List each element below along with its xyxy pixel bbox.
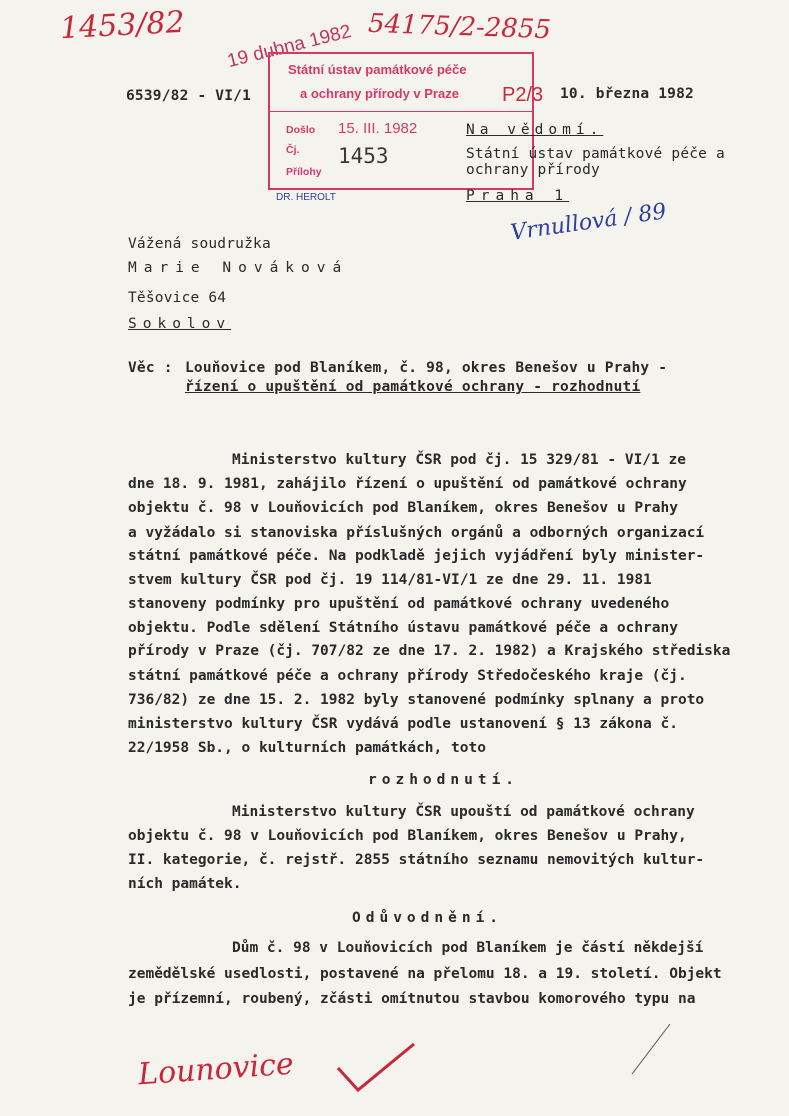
stamp-cj-value: 1453 [338,144,389,168]
signature-name: DR. HEROLT [276,192,336,203]
stamp-received-label: Došlo [286,124,316,136]
notice-city: Praha 1 [466,188,570,204]
addressee-street: Těšovice 64 [128,290,227,306]
text-line: Ministerstvo kultury ČSR upouští od památkové ochrany [232,804,695,820]
text-line: Dům č. 98 v Louňovicích pod Blaníkem je částí někdejší [232,940,704,956]
subject-line-1: Louňovice pod Blaníkem, č. 98, okres Benešov u Prahy - [185,360,668,376]
text-line: stvem kultury ČSR pod čj. 19 114/81-VI/1 ze dne 29. 11. 1981 [128,572,652,588]
text-line: 736/82) ze dne 15. 2. 1982 byly stanovené podmínky splnany a proto [128,692,705,708]
reasoning-heading: Odůvodnění. [352,910,504,926]
salutation: Vážená soudružka [128,236,271,252]
stamp-cj-label: Čj. [286,144,300,156]
text-line: a vyžádalo si stanoviska příslušných orgánů a odborných organizací [128,525,705,541]
stamp-attachments-label: Přílohy [286,166,322,178]
text-line: státní památkové péče a ochrany přírody Středočeského kraje (čj. [128,668,687,684]
text-line: objektu. Podle sdělení Státního ústavu památkové péče a ochrany [128,620,678,636]
subject-line-2: řízení o upuštění od památkové ochrany - rozhodnutí [185,379,641,395]
text-line: ních památek. [128,876,242,892]
handwritten-ref-mark: P2/3 [502,84,544,106]
received-date-stamp: 19 dubna 1982 [225,20,354,73]
text-line: ministerstvo kultury ČSR vydává podle ustanovení § 13 zákona č. [128,716,678,732]
addressee-city: Sokolov [128,316,232,332]
text-line: přírody v Praze (čj. 707/82 ze dne 17. 2. 1982) a Krajského střediska [128,643,731,659]
checkmark-icon [330,1040,420,1100]
notice-line-1: Státní ústav památkové péče a [466,146,725,162]
text-line: je přízemní, roubený, zčásti omítnutou stavbou komorového typu na [128,991,696,1007]
addressee-name: Marie Nováková [128,260,349,276]
text-line: stanoveny podmínky pro upuštění od památkové ochrany uvedeného [128,596,670,612]
stamp-line-2: a ochrany přírody v Praze [300,86,459,101]
notice-line-2: ochrany přírody [466,162,600,178]
stamp-received-value: 15. III. 1982 [338,120,418,137]
pencil-stroke-icon [620,1020,680,1080]
decision-heading: rozhodnutí. [368,772,520,788]
text-line: dne 18. 9. 1981, zahájilo řízení o upuštění od památkové ochrany [128,476,687,492]
text-line: objektu č. 98 v Louňovicích pod Blaníkem, okres Benešov u Prahy [128,500,678,516]
document-reference: 6539/82 - VI/1 [126,88,252,104]
text-line: objektu č. 98 v Louňovicích pod Blaníkem, okres Benešov u Prahy, [128,828,687,844]
handwritten-bottom-note: Lounovice [136,1046,295,1093]
handwritten-file-number: 1453/82 [59,4,186,47]
subject-label: Věc : [128,360,173,376]
text-line: II. kategorie, č. rejstř. 2855 státního seznamu nemovitých kultur- [128,852,705,868]
text-line: 22/1958 Sb., o kulturních památkách, toto [128,740,486,756]
handwritten-blue-note: Vrnullová / 89 [509,199,668,246]
text-line: zemědělské usedlosti, postavené na přelomu 18. a 19. století. Objekt [128,966,722,982]
notice-label: Na vědomí. [466,122,604,138]
handwritten-registry-number: 54175/2-2855 [367,8,552,46]
text-line: Ministerstvo kultury ČSR pod čj. 15 329/81 - VI/1 ze [232,452,686,468]
stamp-line-1: Státní ústav památkové péče [288,62,467,77]
document-date: 10. března 1982 [560,86,694,102]
text-line: státní památkové péče. Na podkladě jejich vyjádření byly minister- [128,548,705,564]
